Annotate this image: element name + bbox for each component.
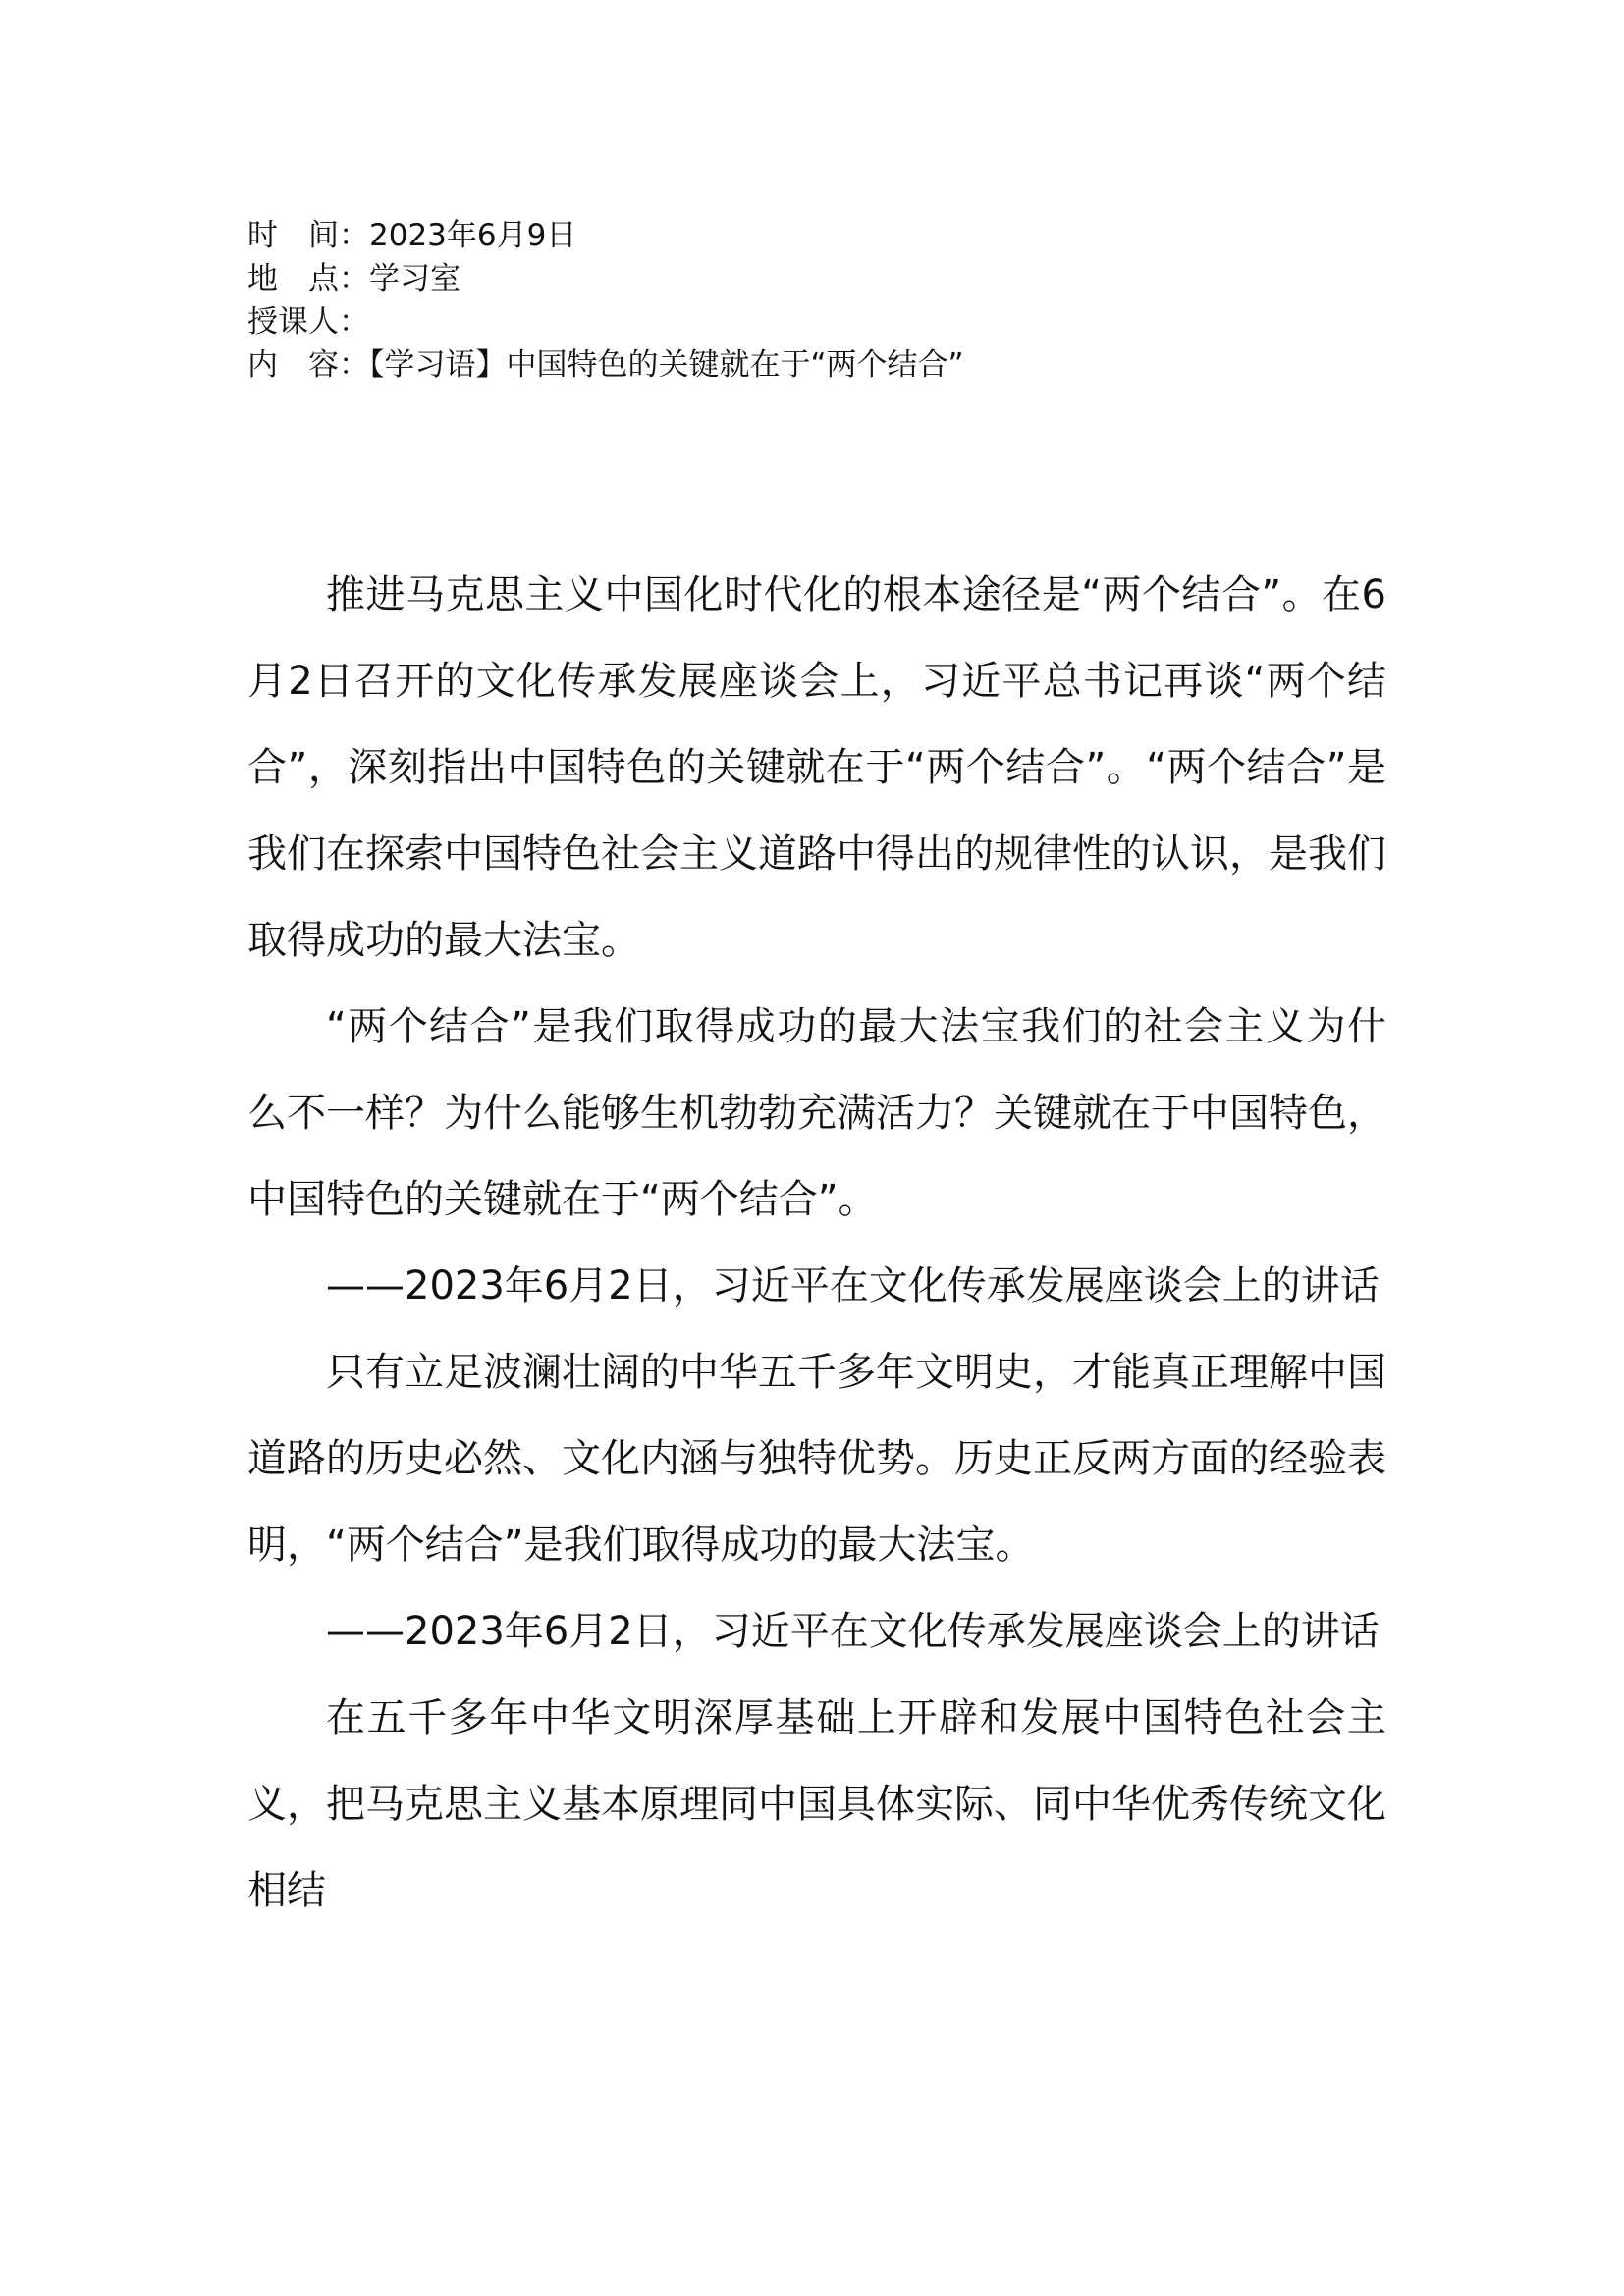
body-paragraph: 只有立足波澜壮阔的中华五千多年文明史，才能真正理解中国道路的历史必然、文化内涵与独特优势。历史正反两方面的经验表明，“两个结合”是我们取得成功的最大法宝。 [247,1350,1386,1568]
lesson-info [247,214,1386,387]
lesson-lecturer: 授课人： [247,304,369,340]
body-paragraph: “两个结合”是我们取得成功的最大法宝我们的社会主义为什么不一样？为什么能够生机勃勃充满活力？关键就在于中国特色，中国特色的关键就在于“两个结合”。 [247,1004,1386,1222]
quote-source: ——2023年6月2日，习近平在文化传承发展座谈会上的讲话 [326,1263,1380,1308]
body-paragraph: 推进马克思主义中国化时代化的根本途径是“两个结合”。在6月2日召开的文化传承发展座谈会上，习近平总书记再谈“两个结合”，深刻指出中国特色的关键就在于“两个结合”。“两个结合”是我们在探索中国特色社会主义道路中得出的规律性的认识，是我们取得成功的最大法宝。 [247,572,1386,963]
quote-source: ——2023年6月2日，习近平在文化传承发展座谈会上的讲话 [326,1609,1380,1654]
lesson-content: 内 容：【学习语】中国特色的关键就在于“两个结合” [247,347,964,383]
body-paragraph: 在五千多年中华文明深厚基础上开辟和发展中国特色社会主义，把马克思主义基本原理同中国具体实际、同中华优秀传统文化相结 [247,1695,1386,1913]
lesson-time: 时 间：2023年6月9日 [247,218,577,253]
document-body [247,552,1386,1934]
lesson-place: 地 点：学习室 [247,261,460,296]
